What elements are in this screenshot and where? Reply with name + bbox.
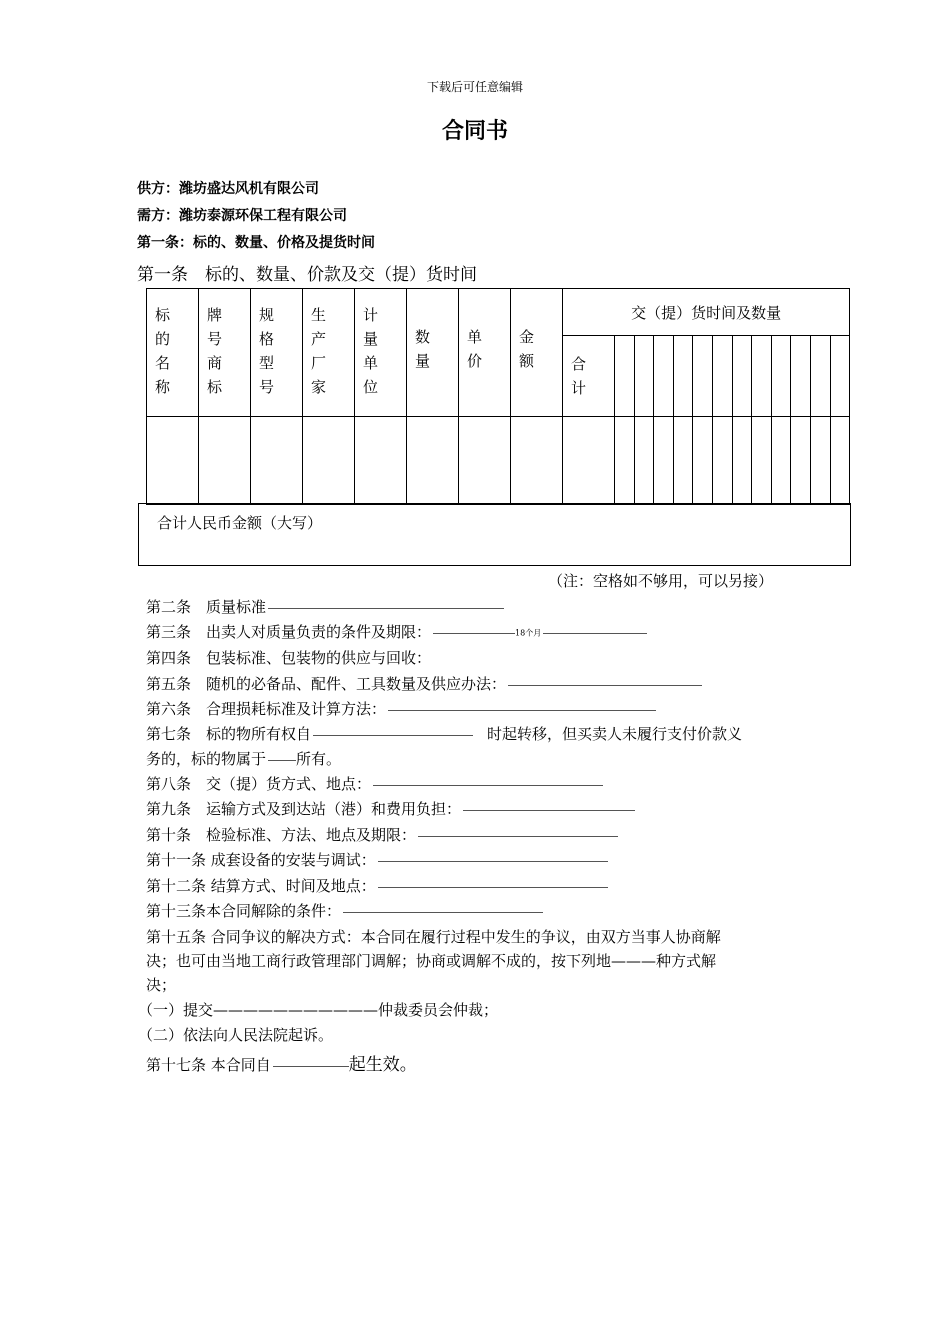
table-cell [830, 417, 850, 505]
table-cell [752, 417, 772, 505]
table-cell [563, 417, 615, 505]
supplier-line: 供方：潍坊盛达风机有限公司 [137, 181, 319, 197]
clause-8: 第八条 交（提）货方式、地点： [146, 773, 603, 794]
clause-15-cont: 决；也可由当地工商行政管理部门调解；协商或调解不成的，按下列地———种方式解 [146, 952, 717, 970]
total-amount-label: 合计人民币金额（大写） [157, 514, 323, 532]
clause-4: 第四条 包装标准、包装物的供应与回收： [146, 649, 432, 667]
table-cell [654, 336, 674, 417]
table-cell [407, 417, 459, 505]
delivery-header: 交（提）货时间及数量 [563, 289, 850, 336]
table-cell [732, 417, 752, 505]
table-cell [199, 417, 251, 505]
clause-9: 第九条 运输方式及到达站（港）和费用负担： [146, 798, 635, 819]
page-title: 合同书 [441, 119, 508, 144]
table-cell [830, 336, 850, 417]
table-cell [752, 336, 772, 417]
dispute-option-2: （二）依法向人民法院起诉。 [138, 1026, 334, 1044]
table-cell [634, 336, 654, 417]
table-cell [511, 417, 563, 505]
clause-10: 第十条 检验标准、方法、地点及期限： [146, 824, 618, 845]
header-cell: 单价 [459, 289, 511, 417]
table-cell [355, 417, 407, 505]
table-cell [615, 417, 635, 505]
article1-title: 第一条 标的、数量、价款及交（提）货时间 [137, 265, 477, 285]
header-cell: 金额 [511, 289, 563, 417]
subtotal-header: 合计 [563, 336, 615, 417]
table-cell [303, 417, 355, 505]
header-cell: 计量单位 [355, 289, 407, 417]
dispute-option-1: （一）提交———————————仲裁委员会仲裁； [138, 1001, 499, 1019]
table-cell [654, 417, 674, 505]
header-cell: 标的名称 [147, 289, 199, 417]
header-cell: 规格型号 [251, 289, 303, 417]
table-note: （注：空格如不够用，可以另接） [548, 572, 774, 590]
table-cell [693, 417, 713, 505]
clause-17: 第十七条 本合同自 起生效。 [146, 1055, 417, 1075]
header-cell: 牌号商标 [199, 289, 251, 417]
table-cell [810, 336, 830, 417]
table-cell [791, 417, 811, 505]
table-cell [771, 336, 791, 417]
table-cell [791, 336, 811, 417]
total-amount-box [138, 503, 851, 566]
table-cell [147, 417, 199, 505]
table-cell [732, 336, 752, 417]
clause-15-end: 决； [146, 976, 177, 994]
clause-2: 第二条 质量标准 [146, 596, 504, 617]
clause-11: 第十一条 成套设备的安装与调试： [146, 849, 608, 870]
clause-15: 第十五条 合同争议的解决方式：本合同在履行过程中发生的争议，由双方当事人协商解 [146, 928, 721, 946]
goods-table [146, 288, 850, 505]
header-cell: 数量 [407, 289, 459, 417]
table-cell [693, 336, 713, 417]
clause-7-cont: 务的，标的物属于 所有。 [146, 750, 342, 768]
table-cell [810, 417, 830, 505]
clause-7: 第七条 标的物所有权自 时起转移，但买卖人未履行支付价款义 [146, 725, 743, 743]
table-cell [673, 336, 693, 417]
table-cell [771, 417, 791, 505]
warranty-period: 18个月 [515, 628, 542, 638]
table-cell [459, 417, 511, 505]
clause-5: 第五条 随机的必备品、配件、工具数量及供应办法： [146, 673, 702, 694]
table-cell [634, 417, 654, 505]
clause-3: 第三条 出卖人对质量负责的条件及期限： 18个月 [146, 621, 647, 642]
buyer-line: 需方：潍坊泰源环保工程有限公司 [137, 208, 347, 224]
header-cell: 生产厂家 [303, 289, 355, 417]
clause-13: 第十三条本合同解除的条件： [146, 900, 543, 921]
table-cell [251, 417, 303, 505]
table-cell [615, 336, 635, 417]
clause-12: 第十二条 结算方式、时间及地点： [146, 875, 608, 896]
article1-heading: 第一条：标的、数量、价格及提货时间 [137, 235, 375, 251]
clause-6: 第六条 合理损耗标准及计算方法： [146, 698, 656, 719]
table-cell [673, 417, 693, 505]
table-cell [712, 417, 732, 505]
table-cell [712, 336, 732, 417]
download-note: 下载后可任意编辑 [426, 80, 523, 94]
